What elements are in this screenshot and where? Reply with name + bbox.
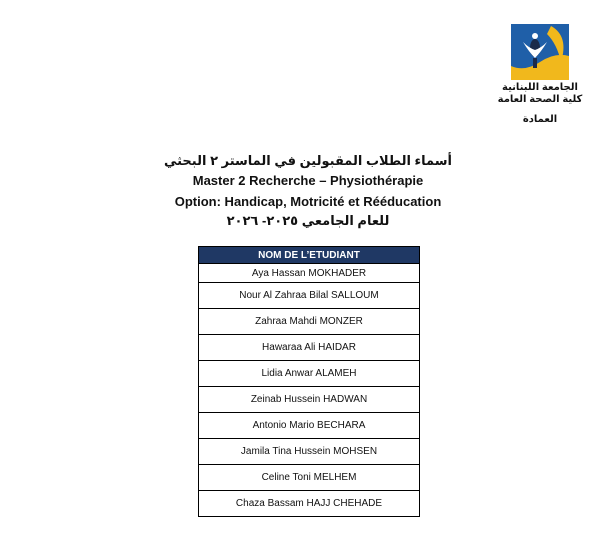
table-row <box>199 283 420 309</box>
table-row <box>199 387 420 413</box>
faculty-name: كلية الصحة العامة <box>497 94 583 105</box>
table-row <box>199 465 420 491</box>
student-name: Lidia Anwar ALAMEH <box>199 361 420 387</box>
faculty-logo-block <box>490 22 590 126</box>
student-name: Nour Al Zahraa Bilal SALLOUM <box>199 283 420 309</box>
academic-year: للعام الجامعي ٢٠٢٥- ٢٠٢٦ <box>226 213 390 228</box>
table-row <box>199 264 420 283</box>
table-row <box>199 413 420 439</box>
student-name: Zahraa Mahdi MONZER <box>199 309 420 335</box>
office-name: العمادة <box>522 114 558 125</box>
table-row <box>199 439 420 465</box>
table-row <box>199 335 420 361</box>
student-name: Antonio Mario BECHARA <box>199 413 420 439</box>
student-name: Celine Toni MELHEM <box>199 465 420 491</box>
table-row <box>199 361 420 387</box>
students-table <box>198 246 420 517</box>
table-row <box>199 309 420 335</box>
option-title: Option: Handicap, Motricité et Rééducation <box>174 194 442 209</box>
table-header-row <box>199 247 420 264</box>
student-name: Hawaraa Ali HAIDAR <box>199 335 420 361</box>
table-row <box>199 491 420 517</box>
university-name: الجامعة اللبنانية <box>502 82 578 93</box>
student-name: Zeinab Hussein HADWAN <box>199 387 420 413</box>
student-name: Aya Hassan MOKHADER <box>199 264 420 283</box>
lebanese-university-logo-icon <box>511 22 569 82</box>
title-arabic: أسماء الطلاب المقبولين في الماستر ٢ البحثي <box>163 153 453 168</box>
student-name: Chaza Bassam HAJJ CHEHADE <box>199 491 420 517</box>
column-header-student-name: NOM DE L’ETUDIANT <box>199 247 420 264</box>
program-title: Master 2 Recherche – Physiothérapie <box>192 173 424 188</box>
document-header <box>0 152 616 230</box>
student-name: Jamila Tina Hussein MOHSEN <box>199 439 420 465</box>
